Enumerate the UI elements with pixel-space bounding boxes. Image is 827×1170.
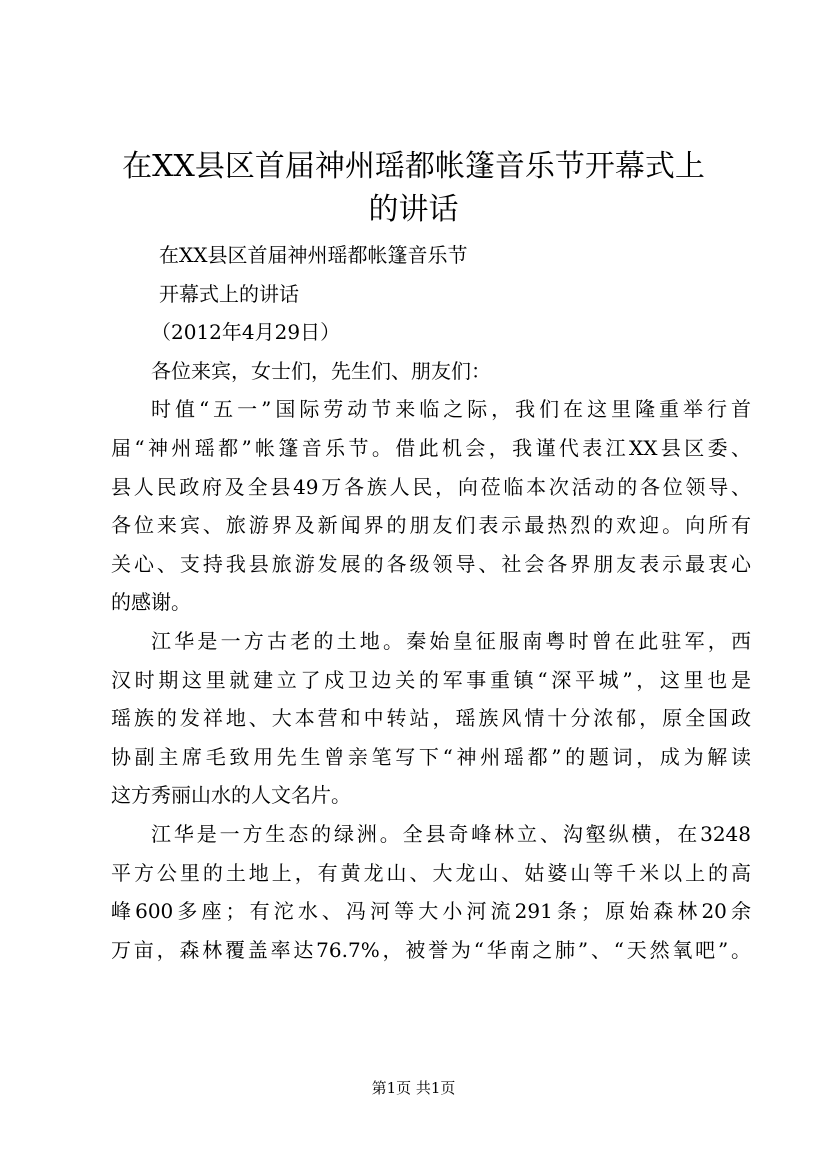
document-title — [100, 145, 727, 231]
paragraph-3 — [111, 815, 751, 969]
subtitle-line-2: 开幕式上的讲话 — [159, 281, 299, 306]
paragraph-line: 时值“五一”国际劳动节来临之际，我们在这里隆重举行首 — [151, 397, 751, 422]
paragraph-line: 汉时期这里就建立了戍卫边关的军事重镇“深平城”，这里也是 — [111, 667, 751, 692]
paragraph-1 — [111, 390, 751, 622]
paragraph-2 — [111, 622, 751, 815]
paragraph-line: 协副主席毛致用先生曾亲笔写下“神州瑶都”的题词，成为解读 — [111, 744, 751, 769]
paragraph-line: 关心、支持我县旅游发展的各级领导、社会各界朋友表示最衷心 — [111, 551, 751, 576]
paragraph-line: 这方秀丽山水的人文名片。 — [111, 783, 351, 808]
page-footer: 第1页 共1页 — [371, 1079, 456, 1097]
paragraph-line: 的感谢。 — [111, 590, 191, 615]
paragraph-line: 瑶族的发祥地、大本营和中转站，瑶族风情十分浓郁，原全国政 — [111, 706, 751, 731]
title-line-1: 在XX县区首届神州瑶都帐篷音乐节开幕式上 — [122, 149, 705, 184]
salutation: 各位来宾，女士们，先生们、朋友们： — [151, 358, 491, 383]
paragraph-line: 县人民政府及全县49万各族人民，向莅临本次活动的各位领导、 — [111, 474, 751, 499]
paragraph-line: 峰600多座；有沱水、冯河等大小河流291条；原始森林20余 — [111, 899, 751, 924]
paragraph-line: 江华是一方古老的土地。秦始皇征服南粤时曾在此驻军，西 — [151, 628, 751, 653]
paragraph-line: 万亩，森林覆盖率达76.7%，被誉为“华南之肺”、“天然氧吧”。 — [111, 937, 751, 962]
document-body — [111, 236, 751, 969]
subtitle-line-1: 在XX县区首届神州瑶都帐篷音乐节 — [159, 243, 468, 267]
speech-date: （2012年4月29日） — [151, 320, 341, 345]
paragraph-line: 届“神州瑶都”帐篷音乐节。借此机会，我谨代表江XX县区委、 — [111, 435, 751, 460]
paragraph-line: 各位来宾、旅游界及新闻界的朋友们表示最热烈的欢迎。向所有 — [111, 513, 751, 538]
paragraph-line: 平方公里的土地上，有黄龙山、大龙山、姑婆山等千米以上的高 — [111, 860, 751, 885]
paragraph-line: 江华是一方生态的绿洲。全县奇峰林立、沟壑纵横，在3248 — [151, 821, 751, 846]
title-line-2: 的讲话 — [368, 192, 459, 227]
